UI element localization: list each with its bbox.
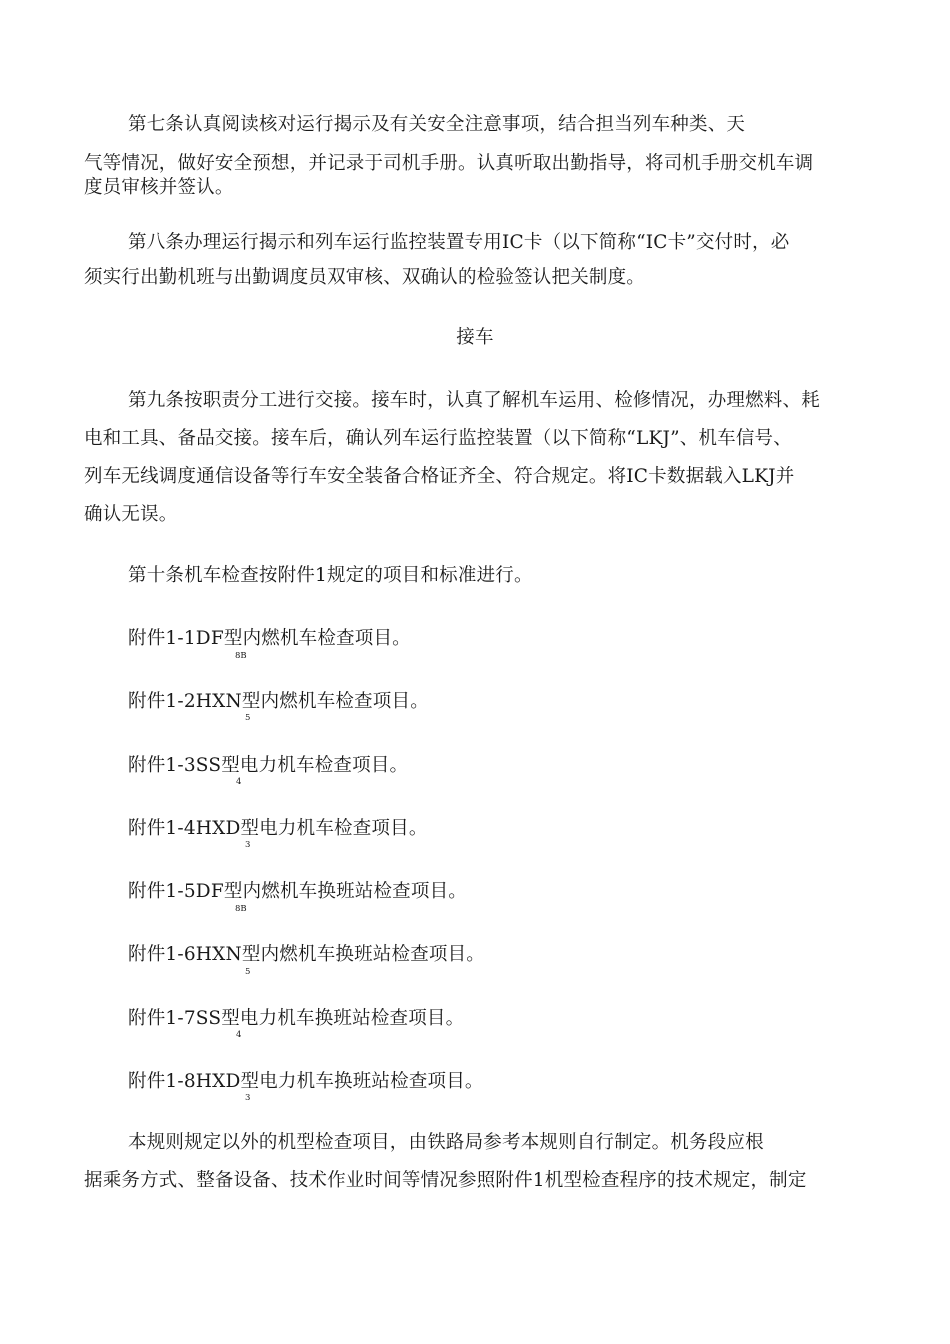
attachment-item [128,1070,484,1094]
attachment-prefix: 附件1-2HXN [128,691,242,712]
attachment-suffix: 型内燃机车换班站检查项目。 [223,881,467,902]
attachment-item [128,943,485,967]
attachment-prefix: 附件1-8HXD [128,1071,241,1092]
closing-line-2: 据乘务方式、整备设备、技术作业时间等情况参照附件1机型检查程序的技术规定，制定 [84,1170,807,1191]
article-8-line-2: 须实行出勤机班与出勤调度员双审核、双确认的检验签认把关制度。 [84,267,646,288]
attachment-item [128,690,429,714]
closing-line-1: 本规则规定以外的机型检查项目，由铁路局参考本规则自行制定。机务段应根 [128,1132,764,1153]
attachment-item [128,1007,464,1031]
attachment-prefix: 附件1-6HXN [128,944,242,965]
attachment-subscript: 8B [235,651,247,661]
attachment-item [128,880,467,904]
article-9-line-1: 第九条按职责分工进行交接。接车时，认真了解机车运用、检修情况，办理燃料、耗 [128,390,820,411]
attachment-item [128,817,428,841]
article-9-line-2: 电和工具、备品交接。接车后，确认列车运行监控装置（以下简称“LKJ”、机车信号、 [84,428,792,449]
attachment-subscript: 4 [236,1030,242,1040]
attachment-suffix: 型电力机车检查项目。 [240,818,428,839]
article-7-line-1: 第七条认真阅读核对运行揭示及有关安全注意事项，结合担当列车种类、天 [128,114,746,135]
attachment-suffix: 型内燃机车检查项目。 [223,628,411,649]
attachment-subscript: 8B [235,904,247,914]
attachment-subscript: 5 [245,967,251,977]
article-7-line-2: 气等情况，做好安全预想，并记录于司机手册。认真听取出勤指导，将司机手册交机车调 [84,153,814,174]
attachment-subscript: 5 [245,713,251,723]
attachment-suffix: 型电力机车换班站检查项目。 [240,1071,484,1092]
article-8-line-1: 第八条办理运行揭示和列车运行监控装置专用IC卡（以下简称“IC卡”交付时，必 [128,232,790,253]
section-heading: 接车 [456,327,494,348]
article-7-line-3: 度员审核并签认。 [84,177,234,198]
attachment-item [128,754,408,778]
attachment-item [128,627,411,651]
attachment-prefix: 附件1-7SS [128,1008,222,1029]
attachment-subscript: 3 [245,840,251,850]
article-10: 第十条机车检查按附件1规定的项目和标准进行。 [128,565,533,586]
attachment-subscript: 3 [245,1093,251,1103]
attachment-prefix: 附件1-4HXD [128,818,241,839]
article-9-line-3: 列车无线调度通信设备等行车安全装备合格证齐全、符合规定。将IC卡数据载入LKJ并 [84,466,795,487]
article-9-line-4: 确认无误。 [84,504,178,525]
attachment-suffix: 型电力机车换班站检查项目。 [221,1008,465,1029]
attachment-suffix: 型内燃机车换班站检查项目。 [241,944,485,965]
attachment-suffix: 型电力机车检查项目。 [221,755,409,776]
attachment-prefix: 附件1-1DF [128,628,224,649]
attachment-prefix: 附件1-3SS [128,755,222,776]
attachment-suffix: 型内燃机车检查项目。 [241,691,429,712]
attachment-subscript: 4 [236,777,242,787]
attachment-prefix: 附件1-5DF [128,881,224,902]
